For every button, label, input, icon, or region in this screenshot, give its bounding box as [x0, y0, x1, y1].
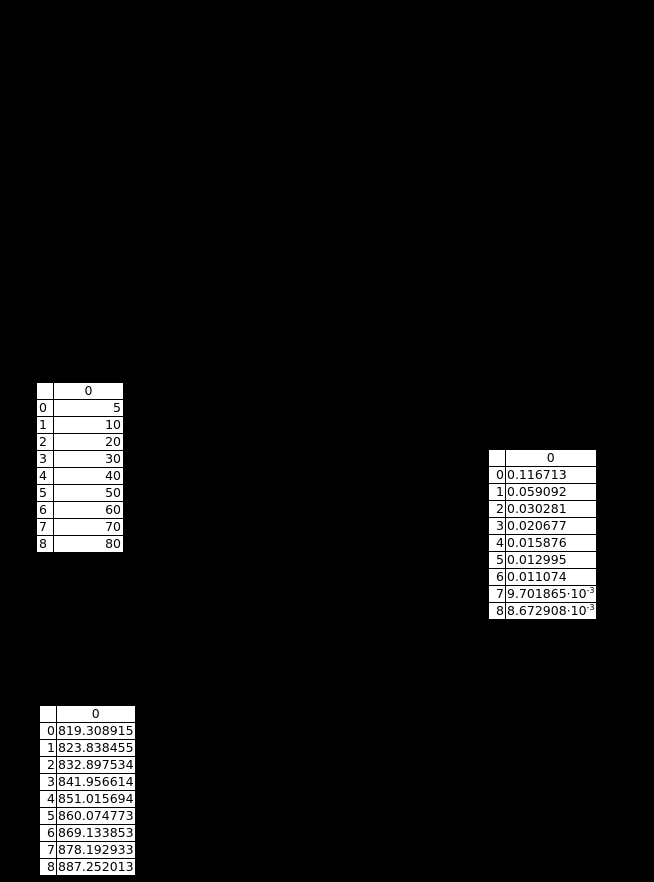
cell-mantissa: 0.011074	[507, 569, 567, 584]
row-index: 4	[37, 468, 54, 485]
row-index: 6	[40, 825, 57, 842]
cell-value: 30	[54, 451, 124, 468]
table-header-row	[37, 383, 124, 400]
cell-mantissa: 0.116713	[507, 467, 567, 482]
row-index: 5	[37, 485, 54, 502]
row-index: 3	[40, 774, 57, 791]
cell-exponent: -3	[586, 586, 595, 595]
row-index: 6	[37, 502, 54, 519]
row-index: 7	[40, 842, 57, 859]
row-index: 5	[40, 808, 57, 825]
column-header-cell: 0	[54, 383, 124, 400]
row-index: 4	[489, 535, 506, 552]
row-index: 1	[40, 740, 57, 757]
dataframe-table-3	[39, 705, 136, 876]
cell-exponent: -3	[586, 603, 595, 612]
table-row	[489, 501, 597, 518]
row-index: 0	[40, 723, 57, 740]
dataframe-table-1	[36, 382, 124, 553]
table-row	[40, 740, 136, 757]
table-row	[489, 484, 597, 501]
cell-mantissa: 0.012995	[507, 552, 567, 567]
cell-value: 50	[54, 485, 124, 502]
table-row	[489, 603, 597, 620]
cell-value: 10	[54, 417, 124, 434]
table-row	[37, 434, 124, 451]
cell-mantissa: 9.701865·10	[507, 586, 587, 601]
table-row	[40, 808, 136, 825]
row-index: 7	[37, 519, 54, 536]
cell-mantissa: 0.059092	[507, 484, 567, 499]
table-row	[489, 586, 597, 603]
cell-value: 878.192933	[58, 842, 134, 857]
table-row	[37, 451, 124, 468]
row-index: 8	[489, 603, 506, 620]
index-header-cell	[37, 383, 54, 400]
cell-mantissa: 0.030281	[507, 501, 567, 516]
table-row	[40, 842, 136, 859]
table-row	[489, 569, 597, 586]
table-header-row	[40, 706, 136, 723]
table-row	[37, 536, 124, 553]
row-index: 4	[40, 791, 57, 808]
index-header-cell	[40, 706, 57, 723]
row-index: 2	[37, 434, 54, 451]
column-header-cell: 0	[506, 450, 597, 467]
cell-value	[506, 535, 597, 552]
cell-value	[506, 484, 597, 501]
table-row	[37, 417, 124, 434]
cell-value: 40	[54, 468, 124, 485]
row-index: 5	[489, 552, 506, 569]
row-index: 8	[40, 859, 57, 876]
cell-value: 60	[54, 502, 124, 519]
cell-mantissa: 0.020677	[507, 518, 567, 533]
column-header-cell: 0	[57, 706, 136, 723]
row-index: 8	[37, 536, 54, 553]
cell-value: 823.838455	[58, 740, 134, 755]
cell-value: 860.074773	[58, 808, 134, 823]
index-header-cell	[489, 450, 506, 467]
row-index: 2	[489, 501, 506, 518]
table-row	[489, 518, 597, 535]
table-row	[40, 757, 136, 774]
cell-value: 5	[54, 400, 124, 417]
table-header-row	[489, 450, 597, 467]
row-index: 1	[37, 417, 54, 434]
cell-mantissa: 0.015876	[507, 535, 567, 550]
cell-value	[506, 552, 597, 569]
cell-value	[506, 501, 597, 518]
cell-value: 841.956614	[58, 774, 134, 789]
cell-value	[506, 518, 597, 535]
row-index: 7	[489, 586, 506, 603]
cell-value	[506, 586, 597, 603]
table-row	[40, 791, 136, 808]
row-index: 2	[40, 757, 57, 774]
cell-value	[506, 603, 597, 620]
cell-value: 819.308915	[58, 723, 134, 738]
cell-value: 80	[54, 536, 124, 553]
row-index: 3	[37, 451, 54, 468]
cell-value	[506, 569, 597, 586]
cell-value: 20	[54, 434, 124, 451]
cell-value	[506, 467, 597, 484]
dataframe-table-2	[488, 449, 597, 620]
table-row	[37, 502, 124, 519]
cell-value: 869.133853	[58, 825, 134, 840]
cell-mantissa: 8.672908·10	[507, 603, 587, 618]
cell-value: 70	[54, 519, 124, 536]
row-index: 0	[489, 467, 506, 484]
table-row	[40, 859, 136, 876]
table-row	[40, 723, 136, 740]
table-row	[40, 774, 136, 791]
table-row	[489, 535, 597, 552]
table-row	[489, 467, 597, 484]
table-row	[37, 485, 124, 502]
table-row	[37, 400, 124, 417]
cell-value: 851.015694	[58, 791, 134, 806]
row-index: 1	[489, 484, 506, 501]
row-index: 0	[37, 400, 54, 417]
table-row	[40, 825, 136, 842]
table-row	[37, 519, 124, 536]
cell-value: 832.897534	[58, 757, 134, 772]
table-row	[37, 468, 124, 485]
cell-value: 887.252013	[58, 859, 134, 874]
row-index: 6	[489, 569, 506, 586]
table-row	[489, 552, 597, 569]
row-index: 3	[489, 518, 506, 535]
